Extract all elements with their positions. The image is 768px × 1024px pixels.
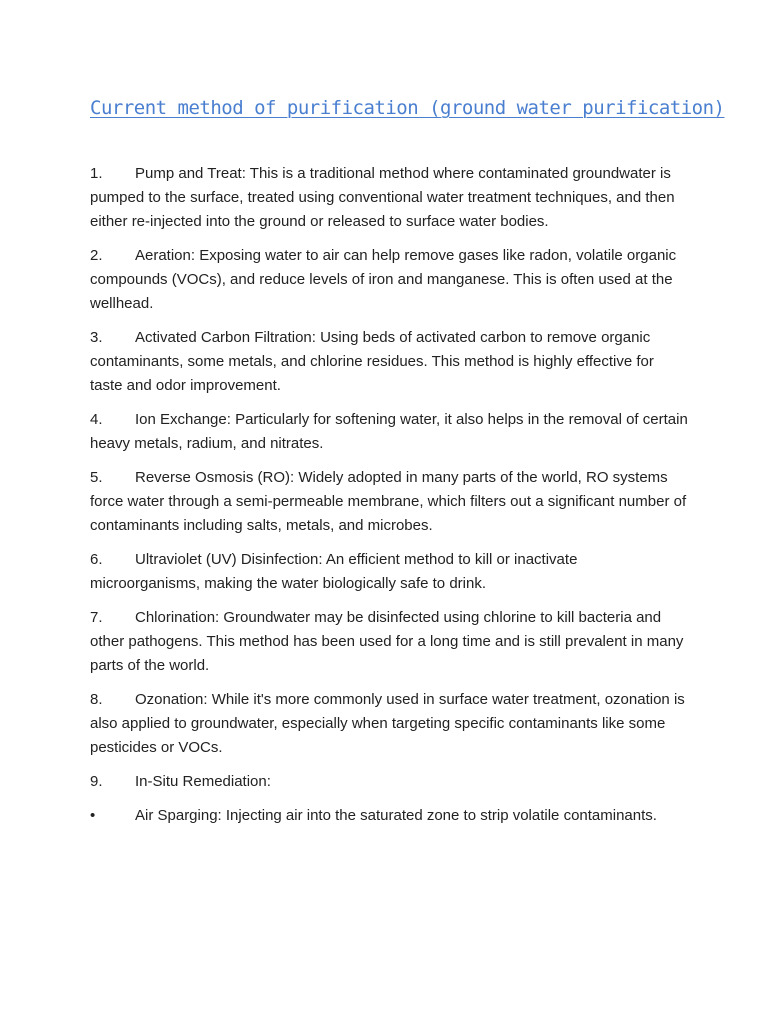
list-item: [90, 770, 690, 794]
list-item-text: Pump and Treat: This is a traditional method where contaminated groundwater is pumped to the surface, treated using conventional water treatment techniques, and then either re-injected into the ground or released to surface water bodies.: [90, 165, 675, 230]
list-item-text: Ozonation: While it's more commonly used in surface water treatment, ozonation is also applied to groundwater, especially when targeting specific contaminants like some pesticides or VOCs.: [90, 691, 685, 756]
list-item-text: Aeration: Exposing water to air can help remove gases like radon, volatile organic compounds (VOCs), and reduce levels of iron and manganese. This is often used at the wellhead.: [90, 247, 677, 312]
list-marker: 5.: [90, 469, 103, 486]
list-item: [90, 162, 690, 234]
list-marker: 2.: [90, 247, 103, 264]
list-item-text: Reverse Osmosis (RO): Widely adopted in many parts of the world, RO systems force water through a semi-permeable membrane, which filters out a significant number of contaminants including salts, metals, and microbes.: [90, 469, 687, 534]
list-item-text: Ion Exchange: Particularly for softening water, it also helps in the removal of certain heavy metals, radium, and nitrates.: [90, 411, 688, 452]
list-marker: 3.: [90, 329, 103, 346]
bullet-marker: •: [90, 807, 96, 824]
list-item-text: Activated Carbon Filtration: Using beds of activated carbon to remove organic contaminants, some metals, and chlorine residues. This method is highly effective for taste and odor improvement.: [90, 329, 654, 394]
list-marker: 4.: [90, 411, 103, 428]
list-item: [90, 466, 690, 538]
list-item: [90, 548, 690, 596]
list-item-text: Chlorination: Groundwater may be disinfected using chlorine to kill bacteria and other pathogens. This method has been used for a long time and is still prevalent in many parts of the world.: [90, 609, 684, 674]
list-item-text: In-Situ Remediation:: [135, 773, 271, 790]
list-marker: 6.: [90, 551, 103, 568]
list-item: [90, 688, 690, 760]
list-item: [90, 326, 690, 398]
list-item: [90, 408, 690, 456]
document-body: [90, 162, 690, 838]
list-marker: 7.: [90, 609, 103, 626]
document-title: Current method of purification (ground water purification): [90, 97, 725, 119]
list-marker: 9.: [90, 773, 103, 790]
list-item: [90, 606, 690, 678]
bullet-item-text: Air Sparging: Injecting air into the saturated zone to strip volatile contaminants.: [135, 807, 657, 824]
bullet-item: [90, 804, 690, 828]
list-item: [90, 244, 690, 316]
list-marker: 1.: [90, 165, 103, 182]
list-item-text: Ultraviolet (UV) Disinfection: An efficient method to kill or inactivate microorganisms, making the water biologically safe to drink.: [90, 551, 578, 592]
list-marker: 8.: [90, 691, 103, 708]
